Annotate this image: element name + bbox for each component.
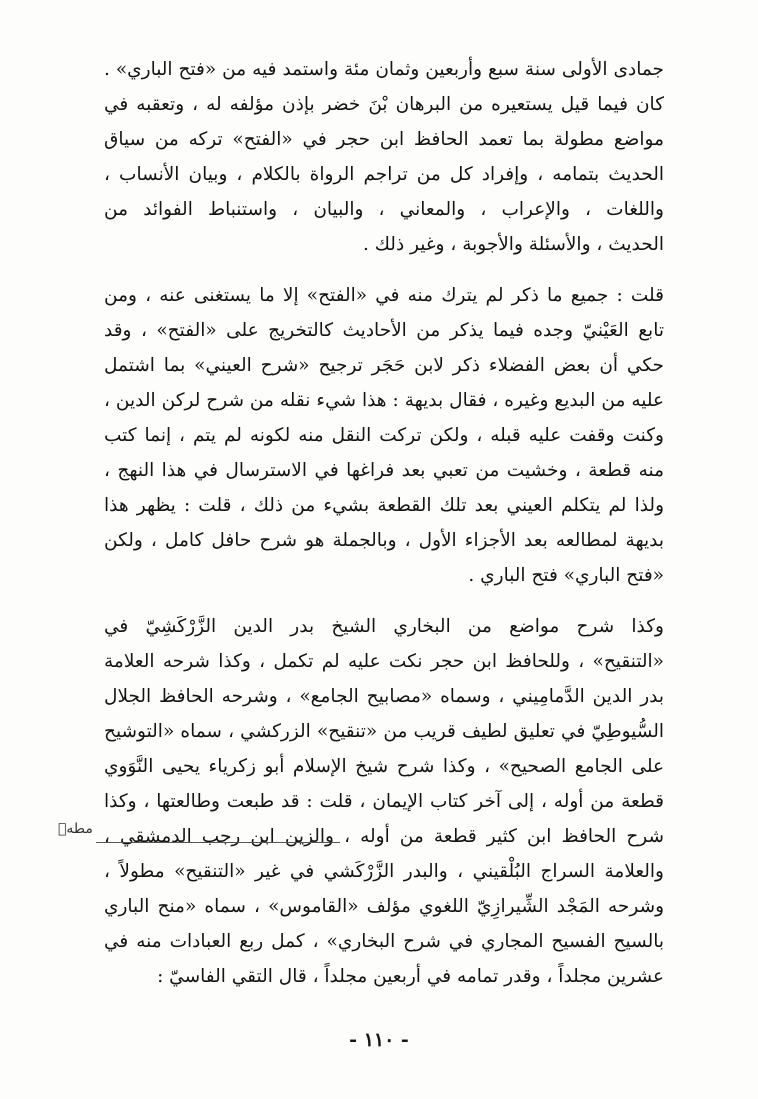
handwritten-underline — [96, 842, 340, 843]
text-line: «التنقيح» ، وللحافظ ابن حجر نكت عليه لم تكمل ، وكذا شرحه العلامة — [104, 651, 664, 672]
text-line: تابع العَيْنيّ وجده فيما يذكر من الأحاديث كالتخريج على «الفتح» ، وقد — [104, 320, 664, 341]
text-line: ولذا لم يتكلم العيني بعد تلك القطعة بشيء من ذلك ، قلت : يظهر هذا — [104, 495, 664, 516]
text-line: بدر الدين الدَّمامِيني ، وسماه «مصابيح الجامع» ، وشرحه الحافظ الجلال — [104, 686, 664, 707]
paragraph-1 — [104, 52, 664, 262]
text-line: والعلامة السراج البُلْقيني ، والبدر الزَّرْكَشي في غير «التنقيح» مطولاً ، — [104, 861, 664, 882]
handwritten-margin-note: مطهٖ — [58, 821, 93, 837]
text-line: بديهة لمطالعه بعد الأجزاء الأول ، وبالجملة هو شرح حافل كامل ، ولكن — [104, 530, 664, 551]
text-line: وشرحه المَجْد الشِّيرازِيّ اللغوي مؤلف «القاموس» ، سماه «منح الباري — [104, 896, 664, 917]
text-line: وكذا شرح مواضع من البخاري الشيخ بدر الدين الزَّرْكَشِيّ في — [104, 616, 664, 637]
text-line: على الجامع الصحيح» ، وكذا شرح شيخ الإسلام أبو زكرياء يحيى النَّوَوي — [104, 756, 664, 777]
text-line: منه قطعة ، وخشيت من تعبي بعد فراغها في الاسترسال في هذا النهج ، — [104, 460, 664, 481]
body-text — [104, 52, 664, 994]
text-line: السُّيوطِيّ في تعليق لطيف قريب من «تنقيح» الزركشي ، سماه «التوشيح — [104, 721, 664, 742]
text-line: الحديث بتمامه ، وإفراد كل من تراجم الرواة بالكلام ، وبيان الأنساب ، — [104, 164, 664, 185]
paragraph-gap — [104, 593, 664, 609]
text-line: جمادى الأولى سنة سبع وأربعين وثمان مئة واستمد فيه من «فتح الباري» . — [104, 59, 664, 80]
text-line: مواضع مطولة بما تعمد الحافظ ابن حجر في «الفتح» تركه من سياق — [104, 129, 664, 150]
page-number: - ١١٠ - — [349, 1029, 409, 1051]
paragraph-3 — [104, 609, 664, 994]
text-line: «فتح الباري» فتح الباري . — [468, 565, 664, 586]
text-line: وكنت وقفت عليه قبله ، ولكن تركت النقل منه لكونه لم يتم ، إنما كتب — [104, 425, 664, 446]
paragraph-2 — [104, 278, 664, 593]
text-line: الحديث ، والأسئلة والأجوبة ، وغير ذلك . — [362, 234, 664, 255]
text-line: واللغات ، والإعراب ، والمعاني ، والبيان ، واستنباط الفوائد من — [104, 199, 664, 220]
text-line: عشرين مجلداً ، وقدر تمامه في أربعين مجلداً ، قال التقي الفاسيّ : — [157, 966, 664, 987]
text-line: شرح الحافظ ابن كثير قطعة من أوله ، والزين ابن رجب الدمشقي ، — [104, 826, 664, 847]
paragraph-gap — [104, 262, 664, 278]
text-line: عليه من البديع وغيره ، فقال بديهة : هذا شيء نقله من شرح لركن الدين ، — [104, 390, 664, 411]
text-line: بالسيح الفسيح المجاري في شرح البخاري» ، كمل ربع العبادات منه في — [104, 931, 664, 952]
text-line: كان فيما قيل يستعيره من البرهان بْنَ خضر بإذن مؤلفه له ، وتعقبه في — [104, 94, 664, 115]
text-line: قلت : جميع ما ذكر لم يترك منه في «الفتح» إلا ما يستغنى عنه ، ومن — [104, 285, 664, 306]
text-line: حكي أن بعض الفضلاء ذكر لابن حَجَر ترجيح «شرح العيني» بما اشتمل — [104, 355, 664, 376]
text-line: قطعة من أوله ، إلى آخر كتاب الإيمان ، قلت : قد طبعت وطالعتها ، وكذا — [104, 791, 664, 812]
